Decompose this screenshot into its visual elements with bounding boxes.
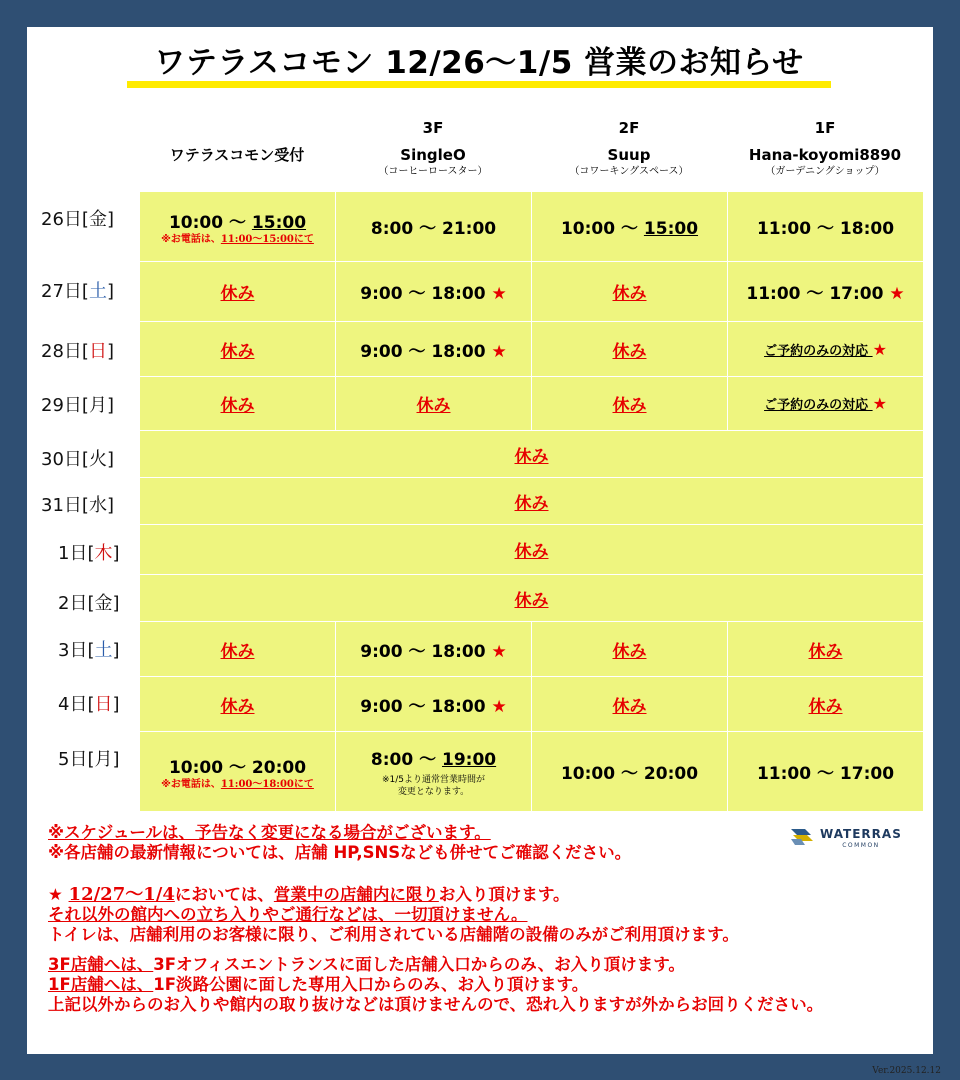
day-label-30: 30日[火] <box>41 449 114 470</box>
header-singleo <box>335 119 531 179</box>
header-singleo-sub: （コーヒーロースター） <box>378 166 488 177</box>
note-line-4: それ以外の館内への立ち入りやご通行などは、一切頂けません。 <box>48 905 528 924</box>
cell-3-reception: 休み <box>139 621 336 677</box>
note-line-5: トイレは、店舗利用のお客様に限り、ご利用されている店舗階の設備のみがご利用頂けます。 <box>48 925 739 944</box>
header-suup-name: Suup <box>607 146 651 164</box>
cell-28-suup: 休み <box>531 321 728 377</box>
logo-name: WATERRAS <box>820 827 902 841</box>
note-line-2: ※各店舗の最新情報については、店舗 HP,SNSなども併せてご確認ください。 <box>48 843 632 862</box>
header-reception-name: ワテラスコモン受付 <box>169 146 305 164</box>
cell-1-all: 休み <box>139 524 924 575</box>
header-suup-sub: （コワーキングスペース） <box>569 166 689 177</box>
cell-5-singleo: 8:00 〜 19:00 ※1/5より通常営業時間が 変更となります。 <box>335 731 532 812</box>
cell-29-singleo: 休み <box>335 376 532 431</box>
waterras-logo <box>789 823 902 849</box>
notice-panel <box>27 27 933 1054</box>
header-singleo-floor: 3F <box>422 119 444 137</box>
cell-4-suup: 休み <box>531 676 728 732</box>
cell-27-singleo: 9:00 〜 18:00 ★ <box>335 261 532 322</box>
cell-26-singleo: 8:00 〜 21:00 <box>335 191 532 262</box>
cell-27-suup: 休み <box>531 261 728 322</box>
cell-29-reception: 休み <box>139 376 336 431</box>
note-line-7: 1F店舗へは、1F淡路公園に面した専用入口からのみ、お入り頂けます。 <box>48 975 589 994</box>
day-label-5: 5日[月] <box>58 749 120 770</box>
cell-5-hana: 11:00 〜 17:00 <box>727 731 924 812</box>
cell-4-singleo: 9:00 〜 18:00 ★ <box>335 676 532 732</box>
version-label: Ver.2025.12.12 <box>872 1066 941 1076</box>
cell-2-all: 休み <box>139 574 924 622</box>
day-label-3: 3日[土] <box>58 640 120 661</box>
cell-31-all: 休み <box>139 477 924 525</box>
header-hana-floor: 1F <box>814 119 836 137</box>
logo-sub: COMMON <box>842 842 880 849</box>
day-label-4: 4日[日] <box>58 694 120 715</box>
day-label-29: 29日[月] <box>41 395 114 416</box>
cell-5-reception: 10:00 〜 20:00 ※お電話は、11:00〜18:00にて <box>139 731 336 812</box>
cell-29-suup: 休み <box>531 376 728 431</box>
cell-29-hana: ご予約のみの対応 ★ <box>727 376 924 431</box>
cell-3-singleo: 9:00 〜 18:00 ★ <box>335 621 532 677</box>
cell-26-reception: 10:00 〜 15:00 ※お電話は、11:00〜15:00にて <box>139 191 336 262</box>
notes <box>48 823 823 1015</box>
cell-30-all: 休み <box>139 430 924 478</box>
note-line-1: ※スケジュールは、予告なく変更になる場合がございます。 <box>48 823 491 842</box>
note-line-3: ★ 12/27〜1/4においては、営業中の店舗内に限りお入り頂けます。 <box>48 884 570 905</box>
cell-28-singleo: 9:00 〜 18:00 ★ <box>335 321 532 377</box>
header-suup <box>531 119 727 179</box>
header-hana-name: Hana-koyomi8890 <box>748 146 902 164</box>
cell-4-hana: 休み <box>727 676 924 732</box>
header-suup-floor: 2F <box>618 119 640 137</box>
header-singleo-name: SingleO <box>400 146 466 164</box>
header-hana-sub: （ガーデニングショップ） <box>765 166 885 177</box>
note-line-6: 3F店舗へは、3Fオフィスエントランスに面した店舗入口からのみ、お入り頂けます。 <box>48 955 685 974</box>
title-underline <box>127 81 831 88</box>
cell-4-reception: 休み <box>139 676 336 732</box>
waterras-logo-icon <box>789 825 815 847</box>
day-label-2: 2日[金] <box>58 593 120 614</box>
header-reception <box>139 145 335 165</box>
cell-3-hana: 休み <box>727 621 924 677</box>
day-label-26: 26日[金] <box>41 209 114 230</box>
day-label-1: 1日[木] <box>58 543 120 564</box>
cell-26-hana: 11:00 〜 18:00 <box>727 191 924 262</box>
day-label-28: 28日[日] <box>41 341 114 362</box>
cell-3-suup: 休み <box>531 621 728 677</box>
cell-27-reception: 休み <box>139 261 336 322</box>
cell-28-hana: ご予約のみの対応 ★ <box>727 321 924 377</box>
cell-5-suup: 10:00 〜 20:00 <box>531 731 728 812</box>
cell-28-reception: 休み <box>139 321 336 377</box>
note-line-8: 上記以外からのお入りや館内の取り抜けなどは頂けませんので、恐れ入りますが外からお回りください。 <box>48 995 824 1014</box>
day-label-27: 27日[土] <box>41 281 114 302</box>
day-label-31: 31日[水] <box>41 495 114 516</box>
cell-27-hana: 11:00 〜 17:00 ★ <box>727 261 924 322</box>
cell-26-suup: 10:00 〜 15:00 <box>531 191 728 262</box>
header-hana <box>727 119 923 179</box>
page-title: ワテラスコモン 12/26〜1/5 営業のお知らせ <box>154 45 804 81</box>
